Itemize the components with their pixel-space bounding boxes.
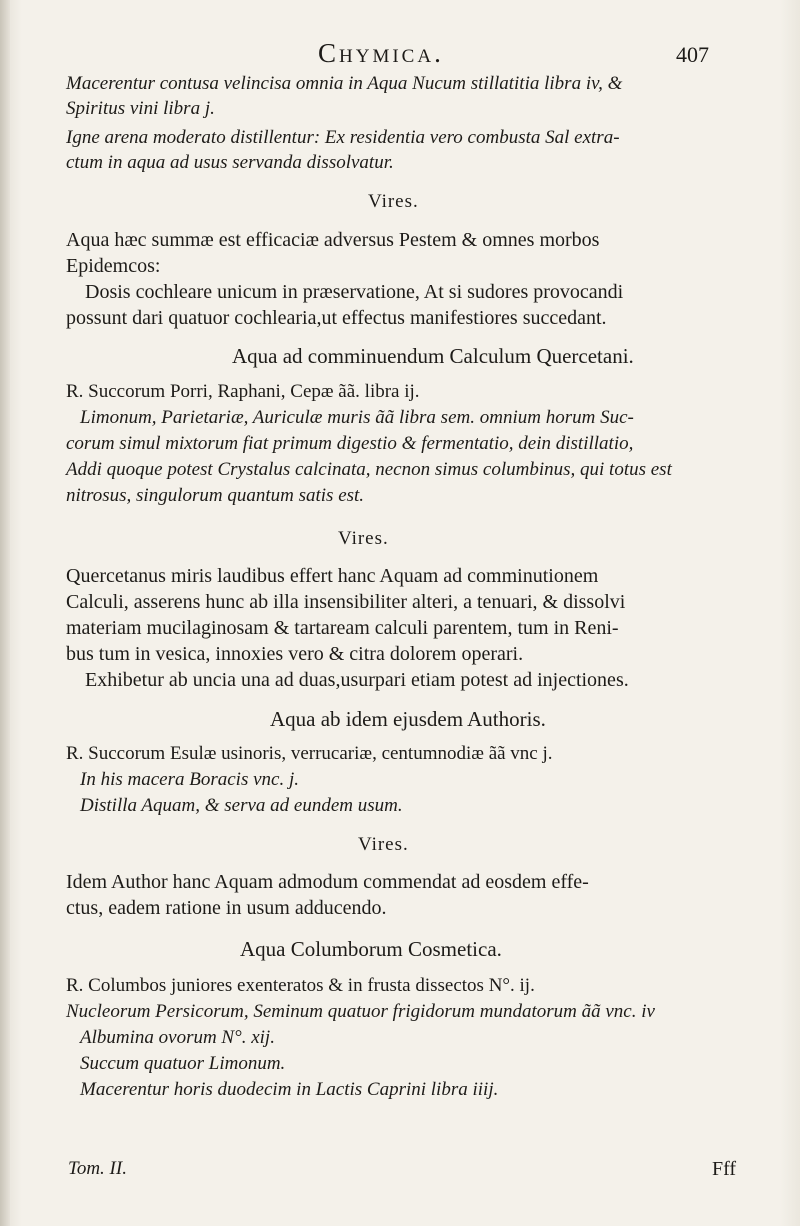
text-line: Succum quatuor Limonum. — [80, 1053, 286, 1074]
text-line: Idem Author hanc Aquam admodum commendat ad eosdem effe- — [66, 871, 589, 893]
section-heading: Vires. — [358, 834, 409, 855]
running-title: Chymica. — [318, 38, 444, 68]
text-line: ctum in aqua ad usus servanda dissolvatur. — [66, 152, 394, 173]
text-line: bus tum in vesica, innoxies vero & citra dolorem operari. — [66, 643, 524, 665]
text-line: Macerentur contusa velincisa omnia in Aqua Nucum stillatitia libra iv, & — [66, 73, 623, 94]
text-line: ctus, eadem ratione in usum adducendo. — [66, 897, 387, 919]
text-line: Limonum, Parietariæ, Auriculæ muris ãã libra sem. omnium horum Suc- — [80, 407, 634, 428]
volume-marker: Tom. II. — [68, 1158, 127, 1179]
text-line: Quercetanus miris laudibus effert hanc Aquam ad comminutionem — [66, 565, 599, 587]
text-line: R. Succorum Esulæ usinoris, verrucariæ, centumnodiæ ãã vnc j. — [66, 743, 553, 764]
text-line: Spiritus vini libra j. — [66, 98, 215, 119]
text-line: Igne arena moderato distillentur: Ex residentia vero combusta Sal extra- — [66, 127, 620, 148]
text-line: Dosis cochleare unicum in præservatione, At si sudores provocandi — [85, 281, 624, 303]
section-heading: Vires. — [338, 528, 389, 549]
text-line: Albumina ovorum N°. xij. — [80, 1027, 275, 1048]
page-gutter — [0, 0, 10, 1226]
text-line: possunt dari quatuor cochlearia,ut effectus manifestiores succedant. — [66, 307, 607, 329]
text-line: R. Columbos juniores exenteratos & in frusta dissectos N°. ij. — [66, 975, 535, 996]
text-line: Calculi, asserens hunc ab illa insensibiliter alteri, a tenuari, & dissolvi — [66, 591, 626, 613]
text-line: materiam mucilaginosam & tartaream calculi parentem, tum in Reni- — [66, 617, 619, 639]
text-line: Addi quoque potest Crystalus calcinata, necnon simus columbinus, qui totus est — [66, 459, 672, 480]
section-heading: Aqua ab idem ejusdem Authoris. — [270, 707, 546, 731]
running-header — [0, 38, 800, 72]
text-line: Distilla Aquam, & serva ad eundem usum. — [80, 795, 403, 816]
text-line: corum simul mixtorum fiat primum digestio & fermentatio, dein distillatio, — [66, 433, 634, 454]
text-line: Macerentur horis duodecim in Lactis Caprini libra iiij. — [80, 1079, 499, 1100]
text-line: Exhibetur ab uncia una ad duas,usurpari etiam potest ad injectiones. — [85, 669, 629, 691]
text-line: R. Succorum Porri, Raphani, Cepæ ãã. libra ij. — [66, 381, 420, 402]
text-line: nitrosus, singulorum quantum satis est. — [66, 485, 365, 506]
text-line: Epidemcos: — [66, 255, 161, 277]
section-heading: Vires. — [368, 191, 419, 212]
text-line: In his macera Boracis vnc. j. — [80, 769, 299, 790]
page-number: 407 — [676, 42, 709, 67]
signature-mark: Fff — [712, 1158, 737, 1180]
section-heading: Aqua Columborum Cosmetica. — [240, 937, 502, 961]
text-line: Aqua hæc summæ est efficaciæ adversus Pestem & omnes morbos — [66, 229, 600, 251]
section-heading: Aqua ad comminuendum Calculum Quercetani. — [232, 344, 634, 368]
text-line: Nucleorum Persicorum, Seminum quatuor frigidorum mundatorum ãã vnc. iv — [66, 1001, 655, 1022]
